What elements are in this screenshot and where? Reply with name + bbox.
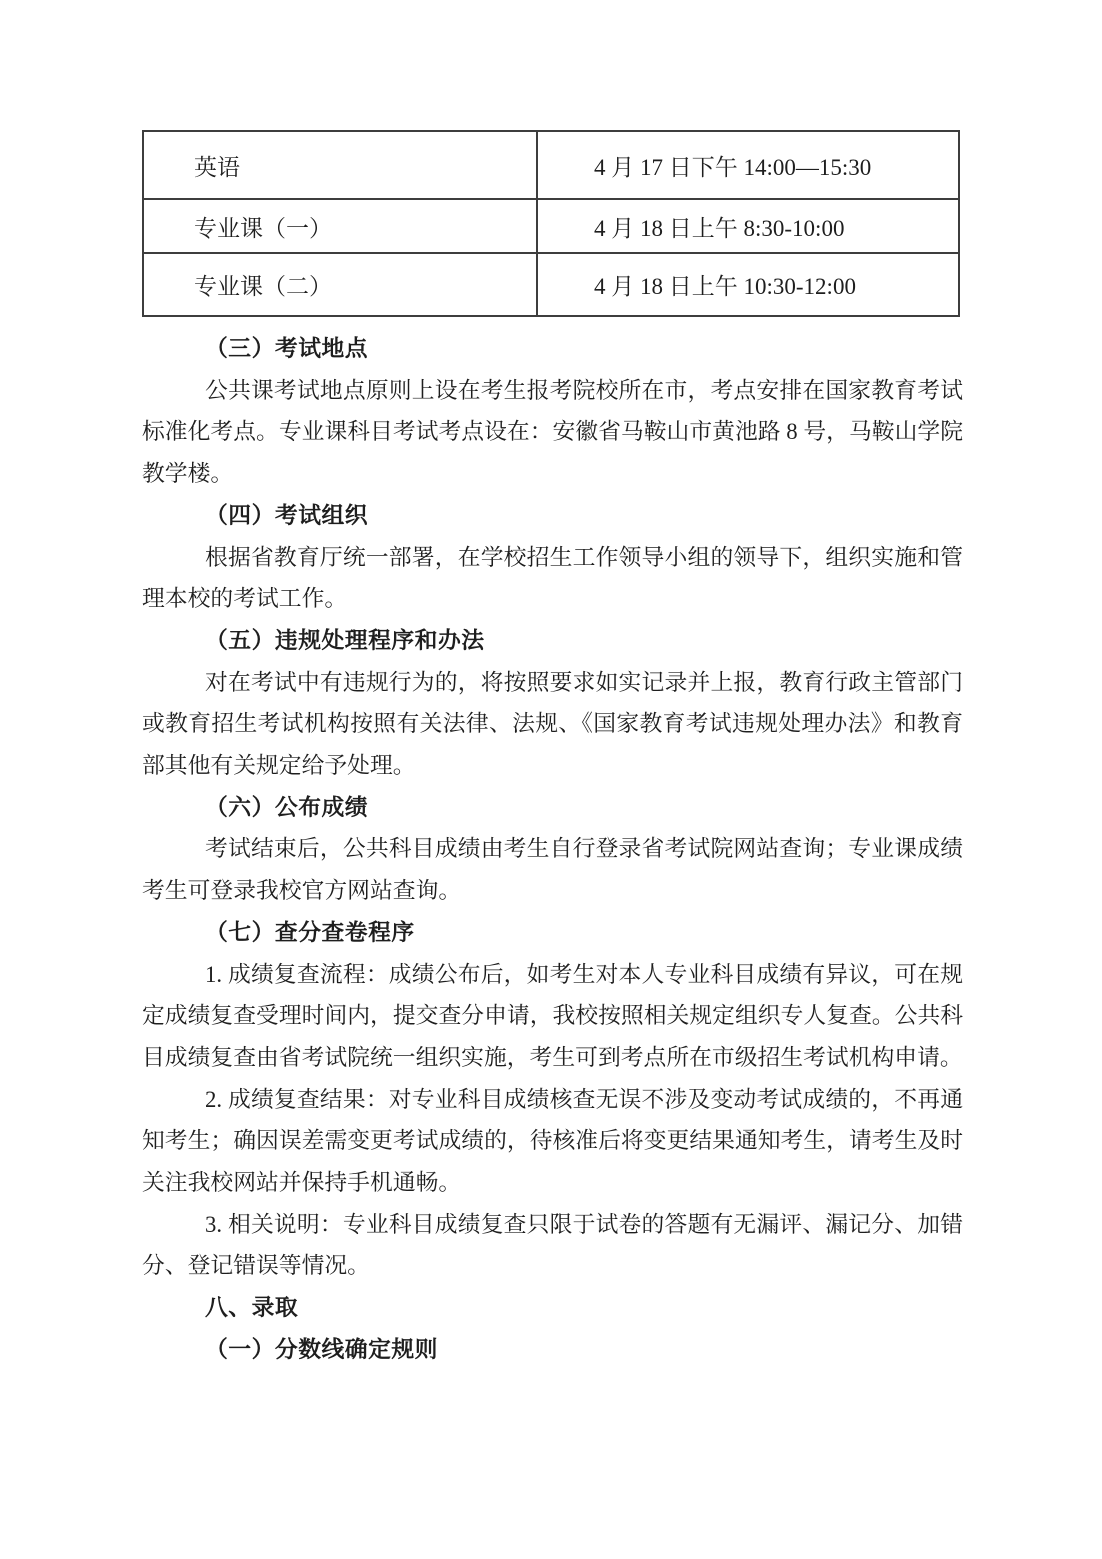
table-row (143, 131, 959, 199)
body-paragraph: 对在考试中有违规行为的，将按照要求如实记录并上报，教育行政主管部门或教育招生考试机构按照有关法律、法规、《国家教育考试违规处理办法》和教育部其他有关规定给予处理。 (142, 669, 963, 779)
section-heading: （六）公布成绩 (205, 793, 369, 820)
subject-cell: 英语 (143, 131, 537, 199)
document-body (142, 328, 963, 1371)
body-paragraph: 根据省教育厅统一部署，在学校招生工作领导小组的领导下，组织实施和管理本校的考试工作。 (142, 544, 963, 612)
exam-schedule-body (143, 131, 959, 316)
section-heading: （三）考试地点 (205, 335, 369, 361)
table-row (143, 199, 959, 253)
time-cell: 4 月 18 日上午 8:30-10:00 (537, 199, 959, 253)
time-cell: 4 月 17 日下午 14:00—15:30 (537, 131, 959, 199)
time-cell: 4 月 18 日上午 10:30-12:00 (537, 253, 959, 316)
section-heading: （七）查分查卷程序 (205, 918, 415, 945)
section-heading: （四）考试组织 (205, 501, 369, 528)
section-heading: 八、录取 (205, 1294, 299, 1321)
section-heading: （五）违规处理程序和办法 (205, 626, 485, 653)
body-paragraph: 公共课考试地点原则上设在考生报考院校所在市，考点安排在国家教育考试标准化考点。专业课科目考试考点设在：安徽省马鞍山市黄池路 8 号，马鞍山学院教学楼。 (142, 377, 963, 487)
body-paragraph: 考试结束后，公共科目成绩由考生自行登录省考试院网站查询；专业课成绩考生可登录我校官方网站查询。 (142, 836, 963, 904)
body-paragraph: 2. 成绩复查结果：对专业科目成绩核查无误不涉及变动考试成绩的，不再通知考生；确因误差需变更考试成绩的，待核准后将变更结果通知考生，请考生及时关注我校网站并保持手机通畅。 (142, 1086, 963, 1196)
body-paragraph: 3. 相关说明：专业科目成绩复查只限于试卷的答题有无漏评、漏记分、加错分、登记错误等情况。 (142, 1211, 963, 1279)
subject-cell: 专业课（一） (143, 199, 537, 253)
table-row (143, 253, 959, 316)
section-heading: （一）分数线确定规则 (205, 1335, 438, 1362)
subject-cell: 专业课（二） (143, 253, 537, 316)
body-paragraph: 1. 成绩复查流程：成绩公布后，如考生对本人专业科目成绩有异议，可在规定成绩复查受理时间内，提交查分申请，我校按照相关规定组织专人复查。公共科目成绩复查由省考试院统一组织实施，考生可到考点所在市级招生考试机构申请。 (142, 961, 963, 1070)
exam-schedule-table (142, 130, 960, 317)
